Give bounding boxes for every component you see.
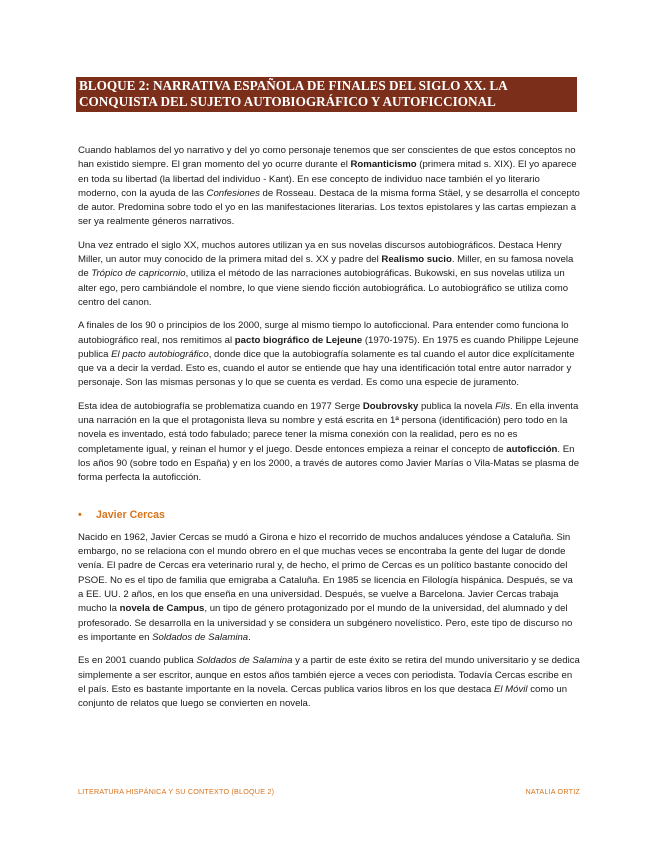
- text-run: . Miller, en su famosa novela de: [78, 254, 574, 280]
- bullet-icon: •: [78, 508, 82, 521]
- text-run: Cuando hablamos del yo narrativo y del yo como personaje tenemos que ser conscientes de que estos conceptos no han existido siempre. El gran momento del yo ocurre durante el: [78, 145, 576, 171]
- text-run: publica la novela: [418, 400, 496, 412]
- text-run: . En ella inventa una narración en la que el protagonista lleva su nombre y está escrita en 1ª persona (identificación) pero todo en la novela es inventado, está todo fabulado; parece tener la misma conexión con la realidad, pero es no es completamente igual, y reinan el humor y el juego. Desde entonces empieza a reinar el concepto de: [78, 400, 579, 455]
- italic-title: Fils: [495, 400, 511, 412]
- body-text: [78, 144, 580, 720]
- paragraph-cercas-works: [78, 654, 580, 711]
- italic-title: Soldados de Salamina: [152, 631, 249, 643]
- bold-term: autoficción: [506, 443, 558, 455]
- text-run: Es en 2001 cuando publica: [78, 655, 197, 667]
- bold-term: novela de Campus: [119, 603, 205, 615]
- text-run: (primera mitad s. XIX). El yo aparece en toda su libertad (la libertad del individuo - Kant). En ese concepto de individuo nace también el yo literario moderno, con la ayuda de las: [78, 159, 577, 199]
- text-run: . En los años 90 (sobre todo en España) y en los 2000, a través de autores como Javier Marías o Vila-Matas se plasma de forma perfecta la autoficción.: [78, 443, 580, 484]
- footer-right: NATALIA ORTIZ: [525, 787, 580, 796]
- section-heading-javier-cercas: [78, 508, 580, 522]
- bold-term: pacto biográfico de Lejeune: [234, 334, 363, 346]
- text-run: (1970-1975). En 1975 es cuando Philippe Lejeune publica: [78, 334, 579, 360]
- text-run: .: [248, 631, 251, 643]
- text-run: , un tipo de género protagonizado por el mundo de la universidad, del alumnado y del profesorado. Se desarrolla en la universidad y se considera un subgénero novelístico. Pero, este tipo de discurso no es importante en: [78, 603, 573, 643]
- bold-term: Doubrovsky: [362, 400, 419, 412]
- section-heading-label: Javier Cercas: [96, 508, 165, 521]
- paragraph-siglo-xx: [78, 239, 580, 310]
- bold-term: Realismo sucio: [381, 254, 452, 266]
- text-run: como un conjunto de relatos que luego se convierten en novela.: [78, 683, 568, 710]
- page-title: BLOQUE 2: NARRATIVA ESPAÑOLA DE FINALES DEL SIGLO XX. LA CONQUISTA DEL SUJETO AUTOBIOGRÁFICO Y AUTOFICCIONAL: [76, 77, 577, 112]
- paragraph-romanticism: [78, 144, 580, 230]
- italic-title: El pacto autobiográfico: [111, 348, 209, 360]
- text-run: Nacido en 1962, Javier Cercas se mudó a Girona e hizo el recorrido de muchos andaluces yéndose a Cataluña. Sin embargo, no se relaciona con el mundo obrero en el que muchas veces se encontraba la gente del lugar de donde venía. El padre de Cercas era veterinario rural y, de hecho, el primo de Cercas es un político bastante conocido del PSOE. No es el tipo de familia que emigraba a Cataluña. En 1985 se licencia en Filología hispánica. Después, se va a EE. UU. 2 años, en los que enseña en una universidad. Después, se vuelve a Barcelona. Javier Cercas trabaja mucho la: [78, 531, 573, 615]
- paragraph-doubrovsky: [78, 400, 580, 486]
- text-run: A finales de los 90 o principios de los 2000, surge al mismo tiempo lo autoficcional. Para entender como funciona lo autobiográfico real, nos remitimos al: [78, 320, 569, 346]
- italic-title: Trópico de capricornio: [91, 268, 186, 280]
- text-run: Una vez entrado el siglo XX, muchos autores utilizan ya en sus novelas discursos autobiográficos. Destaca Henry Miller, un autor muy conocido de la primera mitad del s. XX y padre del: [78, 239, 562, 266]
- page-footer: [78, 787, 580, 796]
- paragraph-lejeune: [78, 319, 580, 390]
- text-run: y a partir de este éxito se retira del mundo universitario y se dedica simplemente a ser escritor, aunque en estos años también ejerce a veces con periodista. Todavía Cercas escribe en el país. Esto es bastante importante en la novela. Cercas publica varios libros en los que destaca: [78, 655, 580, 695]
- text-run: de Rosseau. Destaca de la misma forma Stäel, y se desarrolla el concepto de autor. Predomina sobre todo el yo en las manifestaciones literarias. Los textos epistolares y las cartas empiezan a ser ya realmente géneros narrativos.: [78, 187, 580, 228]
- italic-title: Confesiones: [206, 187, 260, 199]
- italic-title: El Móvil: [493, 683, 528, 695]
- paragraph-cercas-bio: [78, 531, 580, 645]
- italic-title: Soldados de Salamina: [196, 655, 293, 667]
- bold-term: Romanticismo: [350, 159, 417, 171]
- footer-left: LITERATURA HISPÁNICA Y SU CONTEXTO (BLOQUE 2): [78, 787, 275, 796]
- text-run: , utiliza el método de las narraciones autobiográficas. Bukowski, en sus novelas utiliza un alter ego, pero cambiándole el nombre, lo que viene siendo ficción autobiográfica. Lo autobiográfico se utiliza como centro del canon.: [78, 268, 569, 308]
- text-run: Esta idea de autobiografía se problematiza cuando en 1977 Serge: [78, 400, 363, 412]
- text-run: , donde dice que la autobiografía solamente es tal cuando el autor dice explícitamente que va a decir la verdad. Esto es, cuando el autor se entiende que hay una identificación total entre autor narrador y personaje. Son las mismas personas y lo que se cuenta es verdad. Es como una especie de juramento.: [78, 348, 575, 389]
